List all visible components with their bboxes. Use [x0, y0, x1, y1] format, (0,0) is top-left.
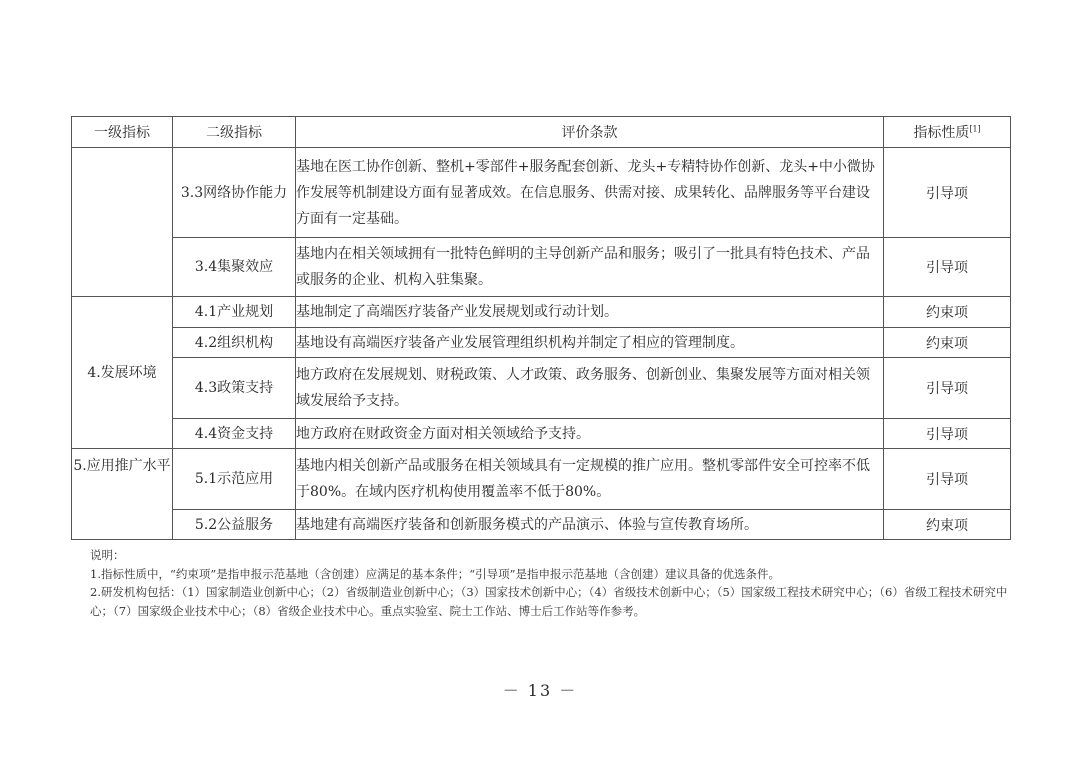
criteria-cell: 基地制定了高端医疗装备产业发展规划或行动计划。: [296, 297, 884, 328]
nature-cell: 约束项: [884, 297, 1011, 328]
header-level1: 一级指标: [72, 117, 173, 148]
page-number: － 13 －: [502, 681, 578, 700]
table-row: [72, 238, 1011, 297]
criteria-cell: 基地在医工协作创新、整机+零部件+服务配套创新、龙头+专精特协作创新、龙头+中小微协作发展等机制建设方面有显著成效。在信息服务、供需对接、成果转化、品牌服务等平台建设方面有一定基础。: [296, 148, 884, 238]
level2-cell: 5.2公益服务: [173, 510, 296, 540]
level1-cell: 4.发展环境: [72, 297, 173, 449]
header-nature: [884, 117, 1011, 148]
level2-cell: 5.1示范应用: [173, 449, 296, 510]
criteria-cell: 基地建有高端医疗装备和创新服务模式的产品演示、体验与宣传教育场所。: [296, 510, 884, 540]
criteria-cell: 基地内在相关领域拥有一批特色鲜明的主导创新产品和服务；吸引了一批具有特色技术、产品或服务的企业、机构入驻集聚。: [296, 238, 884, 297]
table-row: [72, 328, 1011, 358]
level2-cell: 4.1产业规划: [173, 297, 296, 328]
level2-cell: 4.3政策支持: [173, 358, 296, 419]
header-level2: 二级指标: [173, 117, 296, 148]
criteria-cell: 基地设有高端医疗装备产业发展管理组织机构并制定了相应的管理制度。: [296, 328, 884, 358]
table-row: [72, 148, 1011, 238]
footnote-marker: [1]: [969, 124, 981, 134]
nature-cell: 约束项: [884, 510, 1011, 540]
indicator-table: [71, 116, 1011, 540]
table-row: [72, 510, 1011, 540]
nature-cell: 引导项: [884, 419, 1011, 449]
table-header-row: [72, 117, 1011, 148]
header-nature-label: 指标性质: [913, 125, 970, 141]
notes-title: 说明：: [90, 548, 125, 562]
level1-cell-empty: [72, 148, 173, 297]
nature-cell: 引导项: [884, 238, 1011, 297]
header-criteria: 评价条款: [296, 117, 884, 148]
nature-cell: 引导项: [884, 358, 1011, 419]
nature-cell: 约束项: [884, 328, 1011, 358]
table-row: [72, 449, 1011, 510]
note-item: 1.指标性质中，“约束项”是指申报示范基地（含创建）应满足的基本条件；“引导项”是指申报示范基地（含创建）建议具备的优选条件。: [90, 566, 780, 581]
table-row: [72, 419, 1011, 449]
level2-cell: 4.4资金支持: [173, 419, 296, 449]
level2-cell: 3.3网络协作能力: [173, 148, 296, 238]
criteria-cell: 地方政府在发展规划、财税政策、人才政策、政务服务、创新创业、集聚发展等方面对相关领域发展给予支持。: [296, 358, 884, 419]
level2-cell: 4.2组织机构: [173, 328, 296, 358]
criteria-cell: 地方政府在财政资金方面对相关领域给予支持。: [296, 419, 884, 449]
table-row: [72, 358, 1011, 419]
level1-cell: 5.应用推广水平: [72, 449, 173, 540]
notes-section: [90, 546, 1010, 620]
criteria-cell: 基地内相关创新产品或服务在相关领域具有一定规模的推广应用。整机零部件安全可控率不低于80%。在域内医疗机构使用覆盖率不低于80%。: [296, 449, 884, 510]
nature-cell: 引导项: [884, 449, 1011, 510]
note-item: 2.研发机构包括：（1）国家制造业创新中心；（2）省级制造业创新中心；（3）国家技术创新中心；（4）省级技术创新中心；（5）国家级工程技术研究中心；（6）省级工程技术研究中心；（7）国家级企业技术中心；（8）省级企业技术中心。重点实验室、院士工作站、博士后工作站等作参考。: [90, 585, 1008, 618]
nature-cell: 引导项: [884, 148, 1011, 238]
table-row: [72, 297, 1011, 328]
level2-cell: 3.4集聚效应: [173, 238, 296, 297]
